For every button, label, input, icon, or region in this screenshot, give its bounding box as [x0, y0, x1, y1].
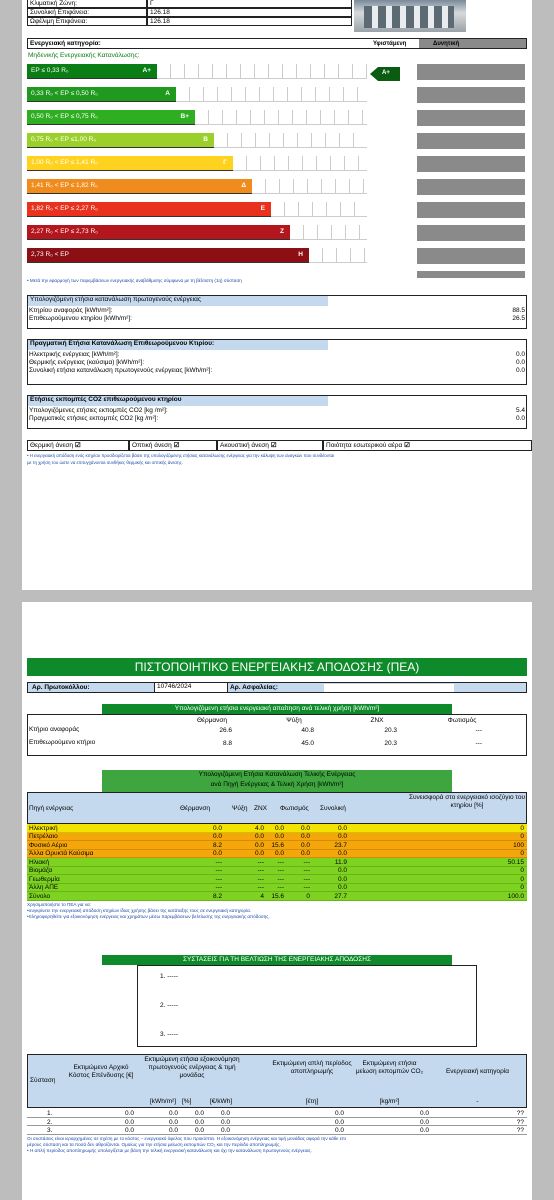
checkbox-icon: ☑ — [270, 442, 277, 449]
cost-row-number: 1. — [47, 1110, 53, 1117]
primary-energy-value: 26.5 — [512, 315, 525, 322]
cost-value: 0.0 — [220, 1118, 230, 1126]
final-contrib-value: 0 — [520, 875, 524, 883]
final-row-label: Άλλη ΑΠΕ — [29, 884, 59, 891]
building-photo — [354, 0, 466, 32]
cost-note: Οι συστάσεις είναι ιεραρχημένες σε σχέση με το κόστος – ενεργειακό όφελος που προκύπτει. Η εξοικονόμηση ενέργειας και τιμή μονάδας αφορά την κάθε επι — [27, 1135, 346, 1141]
cost-note: μέρους σύσταση και τα ποσά δεν αθροίζονται. Ομοίως για την ετήσια μείωση εκπομπών CO₂ και την περίοδο αποπληρωμής. — [27, 1141, 281, 1147]
protocol-value: 10746/2024 — [154, 683, 228, 693]
final-value: 0.0 — [337, 824, 347, 832]
cost-row — [27, 1126, 527, 1135]
comfort-item — [323, 440, 532, 451]
cost-value: 0.0 — [124, 1110, 134, 1117]
energy-band — [27, 225, 290, 240]
primary-energy-value: 88.5 — [512, 307, 525, 314]
band-grade: H — [298, 251, 303, 258]
final-contrib-value: 100.0 — [507, 892, 524, 900]
band-grid — [252, 179, 367, 194]
potential-column-label: Δυνητική — [433, 41, 460, 47]
final-col-header: Ψύξη — [232, 805, 248, 812]
demand-col-header: Θέρμανση — [196, 717, 228, 724]
final-row-label: Βιομάζα — [29, 867, 53, 874]
insurance-label: Αρ. Ασφαλείας: — [230, 684, 278, 691]
final-note: •συγκρίνετε την ενεργειακή απόδοση κτηρίων ίδιας χρήσης βάσει της κατάταξης τους σε ενεργειακή κατηγορία. — [27, 907, 252, 913]
potential-column — [417, 64, 525, 278]
final-note: •πληροφορηθείτε για εξοικονόμηση ενέργειας και χρημάτων μέσω παρεμβάσεων βελτίωσης της ενεργειακής απόδοσης. — [27, 913, 270, 919]
demand-row-label: Κτήριο αναφοράς — [29, 726, 80, 733]
primary-energy-label: Επιθεωρούμενου κτηρίου [kWh/m²]: — [29, 315, 132, 322]
cost-saving-header: Εκτιμώμενη ετήσια εξοικονόμηση πρωτογενούς ενέργειας & τιμή μονάδας — [144, 1056, 240, 1079]
final-value: --- — [257, 858, 264, 866]
cost-row — [27, 1118, 527, 1127]
final-value: 23.7 — [334, 841, 347, 849]
final-value: 0.0 — [274, 833, 284, 840]
band-range: EP ≤ 0,33 R₀ — [31, 67, 69, 74]
recommendation-item: 1. ----- — [160, 973, 179, 980]
energy-band — [27, 179, 252, 194]
cost-row-number: 3. — [47, 1127, 53, 1134]
final-row-label: Πετρέλαιο — [29, 833, 58, 840]
demand-value: --- — [475, 740, 482, 747]
cost-investment-header: Εκτιμώμενο Αρχικό Κόστος Επένδυσης [€] — [68, 1064, 134, 1079]
cost-value: 0.0 — [220, 1127, 230, 1134]
final-value: 0.0 — [254, 833, 264, 840]
checkbox-icon: ☑ — [74, 442, 81, 449]
cost-saving-unit: [€/kWh] — [210, 1098, 233, 1105]
cost-value: 0.0 — [194, 1110, 204, 1117]
recommendations-title: ΣΥΣΤΑΣΕΙΣ ΓΙΑ ΤΗ ΒΕΛΤΙΩΣΗ ΤΗΣ ΕΝΕΡΓΕΙΑΚΗΣ ΑΠΟΔΟΣΗΣ — [102, 955, 452, 965]
final-contrib-header: Συνεισφορά στο ενεργειακό ισοζύγιο του κτηρίου [%] — [408, 794, 526, 809]
insurance-value — [324, 684, 454, 692]
final-value: 0.0 — [337, 884, 347, 891]
demand-col-header: Φωτισμός — [447, 717, 477, 724]
final-col-header: Φωτισμός — [280, 805, 309, 812]
cost-value: ?? — [516, 1118, 524, 1126]
actual-consumption-label: Ηλεκτρικής ενέργειας [kWh/m²]: — [29, 351, 120, 358]
final-value: 4.0 — [254, 824, 264, 832]
final-value: 0.0 — [337, 850, 347, 857]
band-grade: B — [203, 136, 208, 143]
final-value: --- — [303, 858, 310, 866]
final-value: 0.0 — [300, 833, 310, 840]
current-column-label: Υφιστάμενη — [373, 41, 407, 47]
final-row-label: Ηλεκτρική — [29, 824, 58, 832]
energy-band — [27, 248, 309, 263]
cost-saving-unit: [kWh/m²] — [150, 1098, 176, 1105]
cost-value: 0.0 — [334, 1127, 344, 1134]
recommendations-box — [137, 965, 477, 1047]
certificate-page-1 — [22, 0, 532, 590]
band-grid — [195, 110, 367, 125]
cost-value: 0.0 — [419, 1127, 429, 1134]
cost-value: 0.0 — [194, 1118, 204, 1126]
demand-col-header: ΖΝΧ — [370, 717, 384, 724]
protocol-label: Αρ. Πρωτοκόλλου: — [32, 684, 90, 691]
cost-payback-unit: [έτη] — [305, 1098, 319, 1105]
band-grid — [233, 156, 367, 171]
cost-value: 0.0 — [419, 1118, 429, 1126]
co2-value: 5.4 — [515, 407, 525, 414]
actual-consumption-label: Συνολική ετήσια κατανάλωση πρωτογενούς ενέργειας [kWh/m²]: — [29, 367, 213, 374]
band-grid — [214, 133, 367, 148]
energy-band — [27, 110, 195, 125]
final-row-label: Ηλιακή — [29, 858, 50, 866]
co2-label: Πραγματικές ετήσιες εκπομπές CO2 [kg /m²]: — [29, 415, 159, 422]
final-value: 0.0 — [274, 824, 284, 832]
co2-label: Υπολογιζόμενες ετήσιες εκπομπές CO2 [kg /m²]: — [29, 407, 168, 414]
demand-value: 20.3 — [384, 740, 397, 747]
cost-value: 0.0 — [124, 1127, 134, 1134]
final-energy-title: Υπολογιζόμενη Ετήσια Κατανάλωση Τελικής Ενέργειας ανά Πηγή Ενέργειας & Τελική Χρήση [kWh/m²] — [102, 770, 452, 792]
demand-value: 45.0 — [301, 740, 314, 747]
final-value: 0.0 — [212, 824, 222, 832]
cost-co2-header: Εκτιμώμενη ετήσια μείωση εκπομπών CO₂ — [355, 1060, 424, 1075]
band-grid — [157, 64, 367, 79]
final-contrib-value: 100 — [513, 841, 524, 849]
demand-row-label: Επιθεωρούμενο κτήριο — [29, 739, 96, 746]
final-value: --- — [215, 875, 222, 883]
demand-value: 40.8 — [301, 727, 314, 734]
final-value: --- — [215, 858, 222, 866]
final-value: --- — [303, 884, 310, 891]
final-value: --- — [215, 884, 222, 891]
band-range: 0,50 R₀ < EP ≤ 0,75 R₀ — [31, 113, 98, 120]
final-col-header: ΖΝΧ — [254, 805, 267, 812]
cost-value: ?? — [516, 1110, 524, 1117]
band-range: 0,75 R₀ < EP ≤1,00 R₀ — [31, 136, 97, 143]
band-range: 2,27 R₀ < EP ≤ 2,73 R₀ — [31, 228, 98, 235]
final-value: 0.0 — [337, 833, 347, 840]
final-contrib-value: 0 — [520, 884, 524, 891]
header-label: Κλιματική Ζώνη: — [27, 0, 147, 8]
final-contrib-value: 0 — [520, 833, 524, 840]
recommendation-item: 3. ----- — [160, 1031, 179, 1038]
energy-category-header — [27, 38, 527, 49]
final-contrib-value: 0 — [520, 824, 524, 832]
final-row-label: Άλλα Ορυκτά Καύσιμα — [29, 850, 94, 857]
final-value: 0.0 — [337, 867, 347, 874]
final-value: 0.0 — [274, 850, 284, 857]
cost-value: 0.0 — [168, 1127, 178, 1134]
final-row-label: Φυσικό Αέριο — [29, 841, 68, 849]
comfort-item — [217, 440, 323, 451]
band-grade: B+ — [180, 113, 189, 120]
final-col-header: Θέρμανση — [180, 805, 211, 812]
comfort-label: Θερμική άνεση — [30, 442, 75, 449]
band-grade: Γ — [223, 159, 227, 166]
final-value: 0.0 — [300, 850, 310, 857]
band-grid — [176, 87, 367, 102]
final-value: --- — [257, 884, 264, 891]
cost-value: 0.0 — [220, 1110, 230, 1117]
band-grade: E — [260, 205, 265, 212]
final-value: 0.0 — [212, 850, 222, 857]
final-value: 0.0 — [254, 841, 264, 849]
header-value: 126.18 — [147, 17, 352, 26]
actual-consumption-label: Θερμικής ενέργειας (καύσιμα) [kWh/m²]: — [29, 359, 145, 366]
cost-rec-header: Σύσταση — [30, 1077, 56, 1084]
final-value: 4 — [260, 892, 264, 900]
demand-col-header: Ψύξη — [286, 717, 302, 724]
note-upgrade: • Μετά την εφαρμογή των παρεμβάσεων ενεργειακής αναβάθμισης σύμφωνα με τη βέλτιστη (1η) σύσταση — [27, 278, 242, 283]
final-value: 15.6 — [271, 892, 284, 900]
cost-value: 0.0 — [334, 1110, 344, 1117]
final-contrib-value: 0 — [520, 850, 524, 857]
band-grade: A — [165, 90, 170, 97]
cost-value: 0.0 — [124, 1118, 134, 1126]
band-grade: Δ — [241, 182, 246, 189]
band-range: 1,00 R₀ < EP ≤ 1,41 R₀ — [31, 159, 98, 166]
header-label: Ωφέλιμη Επιφάνεια: — [27, 17, 147, 26]
band-grid — [309, 248, 367, 263]
co2-value: 0.0 — [515, 415, 525, 422]
final-value: --- — [257, 867, 264, 874]
band-range: 1,82 R₀ < EP ≤ 2,27 R₀ — [31, 205, 98, 212]
band-grid — [290, 225, 367, 240]
cost-payback-header: Εκτιμώμενη απλή περίοδος αποπληρωμής — [272, 1060, 352, 1075]
final-value: 8.2 — [212, 841, 222, 849]
band-range: 1,41 R₀ < EP ≤ 1,82 R₀ — [31, 182, 98, 189]
comfort-label: Οπτική άνεση — [132, 442, 174, 449]
header-value: Γ — [147, 0, 352, 8]
actual-consumption-value: 0.0 — [515, 367, 525, 374]
cost-value: 0.0 — [334, 1118, 344, 1126]
header-value: 126.18 — [147, 8, 352, 17]
actual-consumption-value: 0.0 — [515, 359, 525, 366]
energy-category-label: Ενεργειακή κατηγορία: — [30, 40, 101, 47]
demand-value: 26.6 — [219, 727, 232, 734]
comfort-item — [129, 440, 217, 451]
cost-value: 0.0 — [168, 1118, 178, 1126]
final-value: 0.0 — [254, 850, 264, 857]
cost-row — [27, 1109, 527, 1118]
certificate-page-2 — [22, 602, 532, 1200]
energy-band — [27, 202, 271, 217]
checkbox-icon: ☑ — [173, 442, 180, 449]
comfort-item — [27, 440, 129, 451]
final-value: 15.6 — [271, 841, 284, 849]
energy-band — [27, 133, 214, 148]
final-value: --- — [277, 875, 284, 883]
comfort-label: Ακουστική άνεση — [220, 442, 271, 449]
cost-co2-unit: [kg/m²] — [379, 1098, 400, 1105]
cost-category-unit: - — [476, 1098, 479, 1105]
cost-saving-unit: [%] — [182, 1098, 192, 1105]
band-range: 2,73 R₀ < EP — [31, 251, 69, 258]
demand-value: 8.8 — [222, 740, 232, 747]
energy-band — [27, 87, 176, 102]
final-value: --- — [303, 875, 310, 883]
final-row-label: Σύνολο — [29, 892, 51, 900]
final-value: --- — [277, 867, 284, 874]
final-contrib-value: 0 — [520, 867, 524, 874]
band-grade: A+ — [142, 67, 151, 74]
actual-consumption-value: 0.0 — [515, 351, 525, 358]
final-value: --- — [257, 875, 264, 883]
final-value: 0.0 — [300, 824, 310, 832]
demand-value: --- — [475, 727, 482, 734]
primary-energy-title: Υπολογιζόμενη ετήσια κατανάλωση πρωτογενούς ενέργειας — [28, 296, 328, 306]
final-value: 8.2 — [212, 892, 222, 900]
energy-band — [27, 156, 233, 171]
certificate-title: ΠΙΣΤΟΠΟΙΗΤΙΚΟ ΕΝΕΡΓΕΙΑΚΗΣ ΑΠΟΔΟΣΗΣ (ΠΕΑ) — [27, 658, 527, 676]
final-col-header: Συνολική — [320, 805, 346, 812]
final-value: 0.0 — [212, 833, 222, 840]
nzeb-label: Μηδενικής Ενεργειακής Κατανάλωσης: — [28, 52, 140, 59]
comfort-label: Ποιότητα εσωτερικού αέρα — [326, 442, 405, 449]
final-value: --- — [303, 867, 310, 874]
protocol-row — [27, 682, 527, 693]
final-value: --- — [215, 867, 222, 874]
primary-energy-label: Κτηρίου αναφοράς [kWh/m²]: — [29, 307, 113, 314]
band-grid — [271, 202, 367, 217]
final-contrib-value: 50.15 — [507, 858, 524, 866]
demand-value: 20.3 — [384, 727, 397, 734]
cost-value: 0.0 — [419, 1110, 429, 1117]
final-source-header: Πηγή ενέργειας — [29, 805, 74, 812]
demand-title: Υπολογιζόμενη ετήσια ενεργειακή απαίτηση ανά τελική χρήση [kWh/m²] — [102, 704, 452, 714]
final-note: Χρησιμοποιήστε το ΠΕΑ για να: — [27, 901, 91, 907]
cost-value: 0.0 — [168, 1110, 178, 1117]
final-value: --- — [277, 884, 284, 891]
co2-title: Ετήσιες εκπομπές CO2 επιθεωρούμενου κτηρίου — [28, 396, 328, 406]
checkbox-icon: ☑ — [404, 442, 410, 449]
cost-value: 0.0 — [194, 1127, 204, 1134]
cost-note: • Η απλή περίοδος αποπληρωμής υπολογίζεται με βάση την τελική ενεργειακή κατανάλωση και όχι την κατανάλωση πρωτογενούς ενέργειας. — [27, 1147, 312, 1153]
cost-row-number: 2. — [47, 1118, 53, 1126]
recommendation-item: 2. ----- — [160, 1002, 179, 1009]
note-performance-2: με τη χρήση του ώστε να επιτυγχάνονται συνθήκες θερμικής και οπτικής άνεσης. — [27, 460, 183, 465]
current-grade-arrow: A+ — [370, 67, 400, 81]
cost-value: ?? — [516, 1127, 524, 1134]
band-grade: Z — [280, 228, 284, 235]
actual-consumption-title: Πραγματική Ετήσια Κατανάλωση Επιθεωρούμενου Κτιρίου: — [28, 340, 328, 350]
band-range: 0,33 R₀ < EP ≤ 0,50 R₀ — [31, 90, 98, 97]
final-value: 0 — [306, 892, 310, 900]
cost-category-header: Ενεργειακή κατηγορία — [445, 1068, 510, 1075]
energy-band — [27, 64, 157, 79]
final-value: 11.9 — [334, 858, 347, 866]
final-value: 0.0 — [300, 841, 310, 849]
final-value: 27.7 — [334, 892, 347, 900]
header-label: Συνολική Επιφάνεια: — [27, 8, 147, 17]
final-value: 0.0 — [337, 875, 347, 883]
final-value: --- — [277, 858, 284, 866]
final-row-label: Γεωθερμία — [29, 875, 60, 883]
note-performance-1: • Η ενεργειακή απόδοση ενός κτηρίου προσδιορίζεται βάσει της υπολογιζόμενης ετήσιας κατανάλωσης ενέργειας για την κάλυψη των αναγκών που συνδέονται — [27, 453, 335, 458]
